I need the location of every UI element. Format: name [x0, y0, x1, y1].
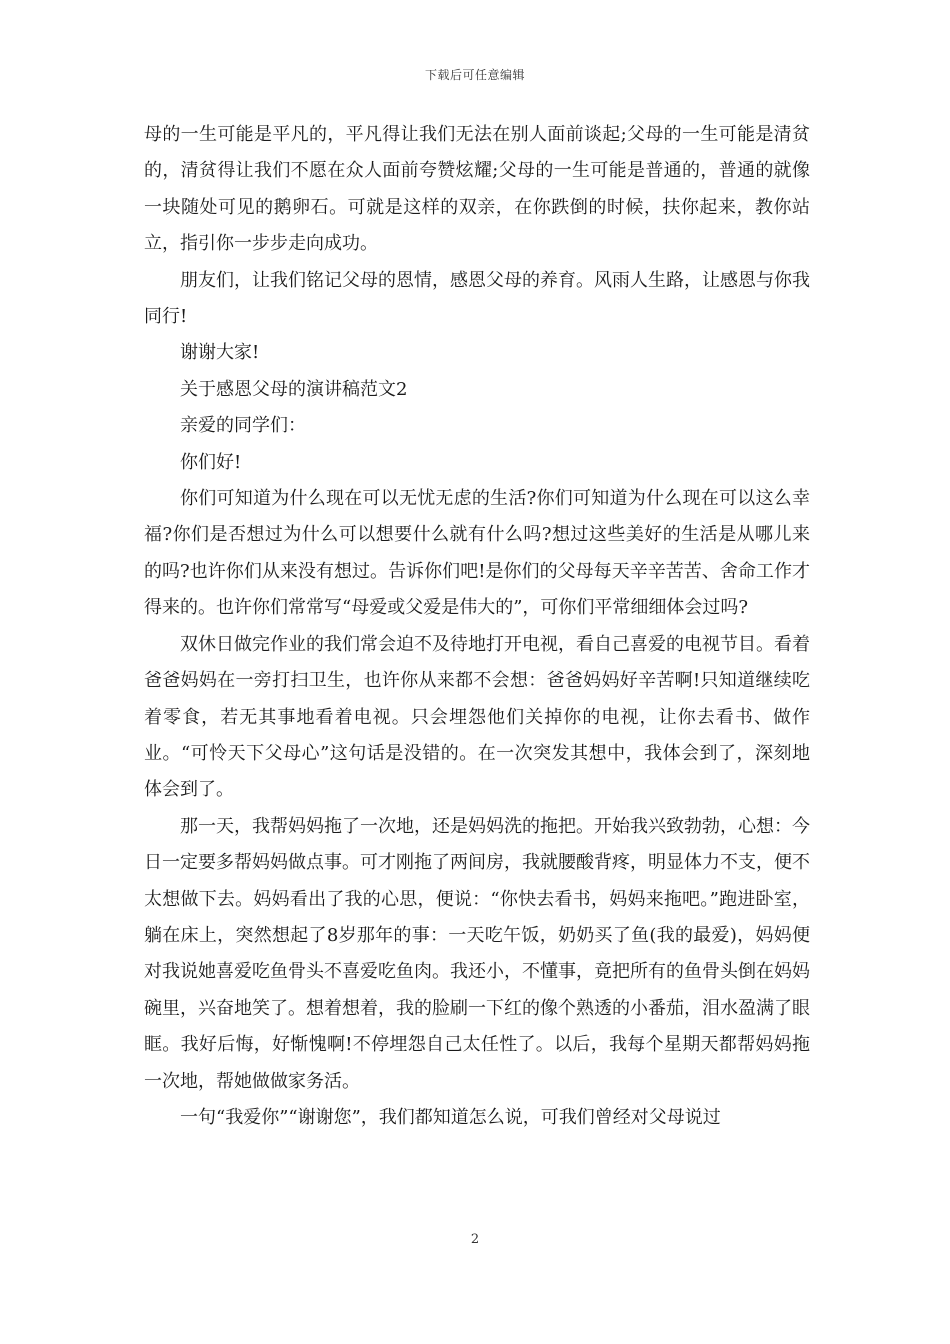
salutation: 亲爱的同学们： [180, 415, 306, 437]
paragraph-7: 你们可知道为什么现在可以无忧无虑的生活?你们可知道为什么现在可以这么幸福?你们是否想过为什么可以想要什么就有什么吗?想过这些美好的生活是从哪儿来的吗?也许你们从来没有想过。告诉你们吧!是你们的父母每天辛辛苦苦、舍命工作才得来的。也许你们常常写“母爱或父爱是伟大的”，可你们平常细细体会过吗? [144, 488, 810, 619]
section-title: 关于感恩父母的演讲稿范文2 [180, 378, 408, 400]
paragraph-1: 母的一生可能是平凡的，平凡得让我们无法在别人面前谈起;父母的一生可能是清贫的，清贫得让我们不愿在众人面前夸赞炫耀;父母的一生可能是普通的，普通的就像一块随处可见的鹅卵石。可就是这样的双亲，在你跌倒的时候，扶你起来，教你站立，指引你一步步走向成功。 [144, 124, 810, 255]
greeting: 你们好! [180, 451, 242, 473]
paragraph-3: 谢谢大家! [180, 342, 260, 364]
paragraph-8: 双休日做完作业的我们常会迫不及待地打开电视，看自己喜爱的电视节目。看着爸爸妈妈在一旁打扫卫生，也许你从来都不会想：爸爸妈妈好辛苦啊!只知道继续吃着零食，若无其事地看着电视。只会埋怨他们关掉你的电视，让你去看书、做作业。“可怜天下父母心”这句话是没错的。在一次突发其想中，我体会到了，深刻地体会到了。 [144, 633, 810, 801]
page-number: 2 [470, 1232, 480, 1247]
paragraph-9: 那一天，我帮妈妈拖了一次地，还是妈妈洗的拖把。开始我兴致勃勃，心想：今日一定要多帮妈妈做点事。可才刚拖了两间房，我就腰酸背疼，明显体力不支，便不太想做下去。妈妈看出了我的心思，便说：“你快去看书，妈妈来拖吧。”跑进卧室，躺在床上，突然想起了8岁那年的事：一天吃午饭，奶奶买了鱼(我的最爱)，妈妈便对我说她喜爱吃鱼骨头不喜爱吃鱼肉。我还小，不懂事，竟把所有的鱼骨头倒在妈妈碗里，兴奋地笑了。想着想着，我的脸刷一下红的像个熟透的小番茄，泪水盈满了眼眶。我好后悔，好惭愧啊!不停埋怨自己太任性了。以后，我每个星期天都帮妈妈拖一次地，帮她做做家务活。 [144, 815, 810, 1092]
paragraph-10: 一句“我爱你”“谢谢您”，我们都知道怎么说，可我们曾经对父母说过 [180, 1106, 721, 1128]
paragraph-2: 朋友们，让我们铭记父母的恩情，感恩父母的养育。风雨人生路，让感恩与你我同行! [144, 269, 810, 328]
document-body [144, 117, 810, 1136]
page-header: 下载后可任意编辑 [424, 68, 525, 82]
